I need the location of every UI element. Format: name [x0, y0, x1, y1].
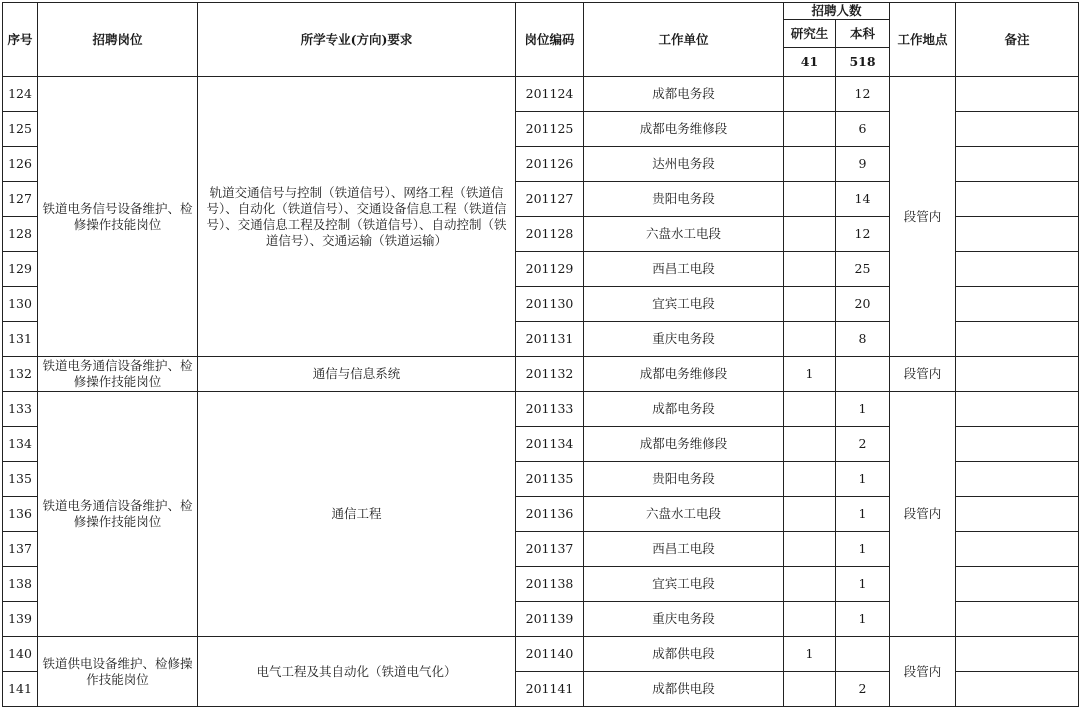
cell-bachelor [836, 637, 890, 672]
header-unit: 工作单位 [584, 3, 784, 77]
cell-code: 201132 [516, 357, 584, 392]
cell-seq: 131 [3, 322, 38, 357]
cell-remark [956, 462, 1079, 497]
cell-unit: 重庆电务段 [584, 322, 784, 357]
cell-bachelor: 20 [836, 287, 890, 322]
cell-bachelor: 1 [836, 497, 890, 532]
cell-bachelor: 8 [836, 322, 890, 357]
cell-bachelor: 1 [836, 462, 890, 497]
cell-seq: 124 [3, 77, 38, 112]
cell-unit: 成都电务段 [584, 77, 784, 112]
cell-code: 201128 [516, 217, 584, 252]
cell-remark [956, 497, 1079, 532]
cell-remark [956, 217, 1079, 252]
header-remark: 备注 [956, 3, 1079, 77]
cell-remark [956, 252, 1079, 287]
cell-code: 201141 [516, 672, 584, 707]
cell-remark [956, 392, 1079, 427]
header-seq: 序号 [3, 3, 38, 77]
cell-position: 铁道电务信号设备维护、检修操作技能岗位 [38, 77, 198, 357]
header-major: 所学专业(方向)要求 [198, 3, 516, 77]
cell-grad [784, 252, 836, 287]
cell-bachelor: 12 [836, 77, 890, 112]
cell-code: 201124 [516, 77, 584, 112]
header-position: 招聘岗位 [38, 3, 198, 77]
cell-seq: 128 [3, 217, 38, 252]
cell-remark [956, 567, 1079, 602]
cell-bachelor: 2 [836, 672, 890, 707]
recruitment-table [2, 2, 1079, 707]
header-bachelor-total: 518 [836, 48, 890, 77]
cell-location: 段管内 [890, 392, 956, 637]
cell-grad [784, 672, 836, 707]
cell-major: 轨道交通信号与控制（铁道信号）、网络工程（铁道信号）、自动化（铁道信号）、交通设备信息工程（铁道信号）、交通信息工程及控制（铁道信号）、自动控制（铁道信号）、交通运输（铁道运输） [198, 77, 516, 357]
cell-bachelor: 14 [836, 182, 890, 217]
cell-grad [784, 217, 836, 252]
cell-remark [956, 532, 1079, 567]
cell-position: 铁道电务通信设备维护、检修操作技能岗位 [38, 392, 198, 637]
cell-location: 段管内 [890, 637, 956, 707]
cell-remark [956, 147, 1079, 182]
cell-remark [956, 357, 1079, 392]
cell-seq: 137 [3, 532, 38, 567]
cell-unit: 成都电务维修段 [584, 427, 784, 462]
cell-unit: 六盘水工电段 [584, 497, 784, 532]
cell-code: 201125 [516, 112, 584, 147]
cell-unit: 成都电务维修段 [584, 357, 784, 392]
cell-grad [784, 287, 836, 322]
cell-remark [956, 637, 1079, 672]
cell-code: 201138 [516, 567, 584, 602]
cell-seq: 130 [3, 287, 38, 322]
cell-unit: 贵阳电务段 [584, 462, 784, 497]
cell-code: 201133 [516, 392, 584, 427]
cell-position: 铁道供电设备维护、检修操作技能岗位 [38, 637, 198, 707]
cell-code: 201131 [516, 322, 584, 357]
cell-unit: 成都电务维修段 [584, 112, 784, 147]
cell-remark [956, 77, 1079, 112]
cell-bachelor: 25 [836, 252, 890, 287]
cell-seq: 139 [3, 602, 38, 637]
cell-bachelor: 6 [836, 112, 890, 147]
cell-grad [784, 462, 836, 497]
cell-seq: 140 [3, 637, 38, 672]
cell-grad [784, 602, 836, 637]
cell-unit: 重庆电务段 [584, 602, 784, 637]
cell-position: 铁道电务通信设备维护、检修操作技能岗位 [38, 357, 198, 392]
cell-remark [956, 427, 1079, 462]
cell-major: 通信工程 [198, 392, 516, 637]
cell-bachelor: 1 [836, 602, 890, 637]
cell-remark [956, 182, 1079, 217]
cell-code: 201135 [516, 462, 584, 497]
cell-code: 201140 [516, 637, 584, 672]
table-header [3, 3, 1079, 77]
cell-seq: 141 [3, 672, 38, 707]
cell-code: 201137 [516, 532, 584, 567]
table-row [3, 392, 1079, 427]
header-location: 工作地点 [890, 3, 956, 77]
cell-bachelor: 9 [836, 147, 890, 182]
cell-seq: 127 [3, 182, 38, 217]
cell-remark [956, 112, 1079, 147]
cell-grad [784, 147, 836, 182]
cell-grad [784, 182, 836, 217]
cell-grad [784, 77, 836, 112]
cell-unit: 六盘水工电段 [584, 217, 784, 252]
cell-code: 201126 [516, 147, 584, 182]
cell-bachelor: 12 [836, 217, 890, 252]
cell-location: 段管内 [890, 357, 956, 392]
cell-grad [784, 392, 836, 427]
cell-seq: 135 [3, 462, 38, 497]
cell-seq: 138 [3, 567, 38, 602]
cell-bachelor: 1 [836, 567, 890, 602]
cell-grad [784, 532, 836, 567]
cell-remark [956, 287, 1079, 322]
cell-bachelor [836, 357, 890, 392]
cell-bachelor: 1 [836, 392, 890, 427]
cell-unit: 宜宾工电段 [584, 287, 784, 322]
cell-unit: 成都供电段 [584, 637, 784, 672]
table-body [3, 77, 1079, 707]
cell-code: 201136 [516, 497, 584, 532]
cell-remark [956, 602, 1079, 637]
cell-grad: 1 [784, 357, 836, 392]
cell-bachelor: 2 [836, 427, 890, 462]
cell-grad [784, 112, 836, 147]
cell-major: 通信与信息系统 [198, 357, 516, 392]
cell-seq: 132 [3, 357, 38, 392]
cell-grad [784, 497, 836, 532]
header-grad: 研究生 [784, 20, 836, 48]
cell-seq: 133 [3, 392, 38, 427]
cell-code: 201139 [516, 602, 584, 637]
cell-major: 电气工程及其自动化（铁道电气化） [198, 637, 516, 707]
cell-code: 201129 [516, 252, 584, 287]
header-grad-total: 41 [784, 48, 836, 77]
cell-unit: 西昌工电段 [584, 532, 784, 567]
header-code: 岗位编码 [516, 3, 584, 77]
cell-seq: 125 [3, 112, 38, 147]
cell-unit: 宜宾工电段 [584, 567, 784, 602]
cell-grad [784, 567, 836, 602]
cell-unit: 成都电务段 [584, 392, 784, 427]
header-count: 招聘人数 [784, 3, 890, 20]
cell-seq: 126 [3, 147, 38, 182]
cell-unit: 达州电务段 [584, 147, 784, 182]
table-row [3, 357, 1079, 392]
cell-seq: 134 [3, 427, 38, 462]
cell-remark [956, 672, 1079, 707]
cell-remark [956, 322, 1079, 357]
table-row [3, 77, 1079, 112]
header-bachelor: 本科 [836, 20, 890, 48]
cell-seq: 136 [3, 497, 38, 532]
cell-seq: 129 [3, 252, 38, 287]
cell-location: 段管内 [890, 77, 956, 357]
cell-bachelor: 1 [836, 532, 890, 567]
cell-grad [784, 322, 836, 357]
cell-unit: 西昌工电段 [584, 252, 784, 287]
cell-grad: 1 [784, 637, 836, 672]
cell-code: 201130 [516, 287, 584, 322]
cell-code: 201127 [516, 182, 584, 217]
cell-code: 201134 [516, 427, 584, 462]
cell-unit: 贵阳电务段 [584, 182, 784, 217]
cell-unit: 成都供电段 [584, 672, 784, 707]
table-row [3, 637, 1079, 672]
cell-grad [784, 427, 836, 462]
